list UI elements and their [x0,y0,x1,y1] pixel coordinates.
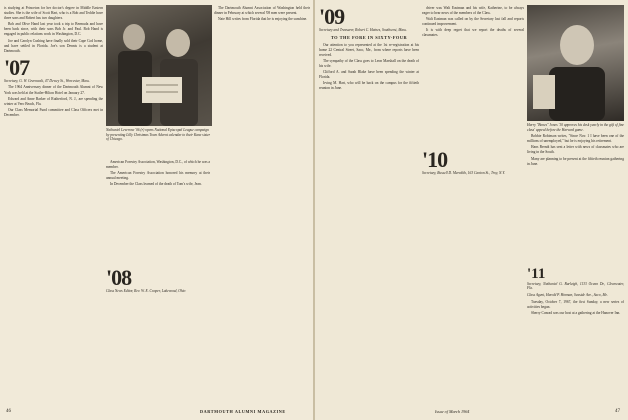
right-column-1 [319,6,419,93]
paragraph: Our attention to you represented at the 1st re-registration at his home 22 Central Street, Saco, Me., from where reports have been received. [319,42,419,57]
paragraph: driver was Walt Eastman and his wife, Katherine, to be always eager to hear news of the members of the Class. [422,6,524,16]
class-photo-left [106,5,212,126]
right-column-3 [527,123,624,317]
paragraph: The 1964 Anniversary dinner of the Dartmouth Alumni of New York was held at the Statler-Hilton Hotel on January 27. [4,85,103,95]
paragraph: Nate Hill writes from Florida that he is enjoying the sunshine. [218,17,308,22]
page-number: 46 [6,409,11,414]
paragraph: Clifford A. and Sarah Blake have been spending the winter at Florida. [319,70,419,80]
page-number: 47 [615,409,620,414]
photo-caption: Nathaniel Leverone '06 (r) opens National Episcopal League campaign by presenting Lilly Christmas Town Advent calendar to their Kane sister of Chicago. [106,128,211,142]
class-photo-right [527,5,624,121]
class-agent-line: Class Agent, Harold P. Hinman, Seaside Ave., Saco, Me. [527,292,609,297]
magazine-footer: DARTMOUTH ALUMNI MAGAZINE [200,409,286,414]
class-secretary-line: Secretary and Treasurer, Robert C. Haines, Southwest, Mass. [319,28,407,32]
paragraph: Edward and Anne Barker of Rutherford, N. J., are spending the winter at Vero Beach, Fla. [4,96,103,106]
issue-date: Issue of March 1964 [435,409,470,414]
class-secretary-line: Secretary, Nathaniel G. Burleigh, 1133 Ocean Dr., Clearwater, Fla. [527,281,624,291]
photo-caption: Harry "Bones" Jones '10 approves his desk yearly in the gift of fine class' appeal before the Harvard game. [527,123,624,132]
class-year-heading: '10 [422,146,448,172]
paragraph: American Forestry Association, Washington, D.C., of which he was a member. [106,160,210,170]
class-secretary-line: Secretary, G. W. Greenwalt, 47 Dewey St., Worcester, Mass. [4,78,90,83]
paragraph: The sympathy of the Class goes to Leon Marshall on the death of his wife. [319,58,419,69]
left-column-3 [214,6,310,23]
paragraph: Hans Berndt has sent a letter with news of classmates who are living in the South. [527,145,624,155]
class-year-heading: '09 [319,4,345,29]
paragraph: Tuesday, October 7, 1967, the first Sunday, a new series of activities began. [527,299,624,309]
right-page [315,0,628,420]
paragraph: is studying at Princeton for her doctor's degree in Middle Eastern studies. She is the wife of Scott Hart, who is a Bob and Teddie have three sons and Robert has two daughters. [4,6,103,21]
section-heading: TO THE FORE IN SIXTY-FOUR [330,34,408,40]
paragraph: Bob and Olive Hand last year took a trip to Bermuda and have been back since, with their sons Bob Jr. and Paul. Bob Hand is engaged in public relations work in Washington, D.C. [4,22,103,37]
class-year-heading: '11 [527,265,546,282]
paragraph: Joe and Carolyn Cushing have finally sold their Cape Cod home, and have settled in Florida. Joe's son Dennis is a student at Dartmouth. [4,38,103,53]
photo-portrait-icon [527,5,624,121]
photo-figures-icon [106,5,212,126]
paragraph: In December the Class learned of the death of Tom's wife, Jean. [110,182,202,187]
paragraph: Bobbie Robinson writes, "Since Nov. 1 I have been one of the millions of unemployed," but he is enjoying his retirement. [527,134,624,144]
paragraph: Sherry Conrad was our host at a gathering at the Hanover Inn. [531,310,621,315]
class-year-heading: '07 [4,54,30,80]
paragraph: It is with deep regret that we report the deaths of several classmates. [422,28,524,38]
class-year-heading: '08 [106,265,132,291]
right-column-2 [422,6,524,177]
class-secretary-line: Class News Editor, Rev. W. E. Cooper, Lakewood, Ohio [106,289,186,294]
paragraph: Walt Eastman was called on by the Secretary last fall and reports continued improvement. [422,17,524,27]
paragraph: Many are planning to be present at the fiftieth reunion gathering in June. [527,156,624,166]
paragraph: Our Class Memorial Fund committee and Class Officers met in December. [4,107,103,117]
left-page [0,0,313,420]
class-secretary-line: Secretary, Russell D. Meredith, 163 Canton St., Troy, N.Y. [422,170,505,175]
left-column-2 [106,160,210,296]
left-column-1 [4,6,103,119]
paragraph: The American Forestry Association honored his memory at their annual meeting. [106,171,210,181]
paragraph: The Dartmouth Alumni Association of Washington held their dinner in February at which several '08 men were present. [214,6,310,16]
paragraph: Irving M. Hart, who will be back on the campus for the fiftieth reunion in June. [319,81,419,91]
